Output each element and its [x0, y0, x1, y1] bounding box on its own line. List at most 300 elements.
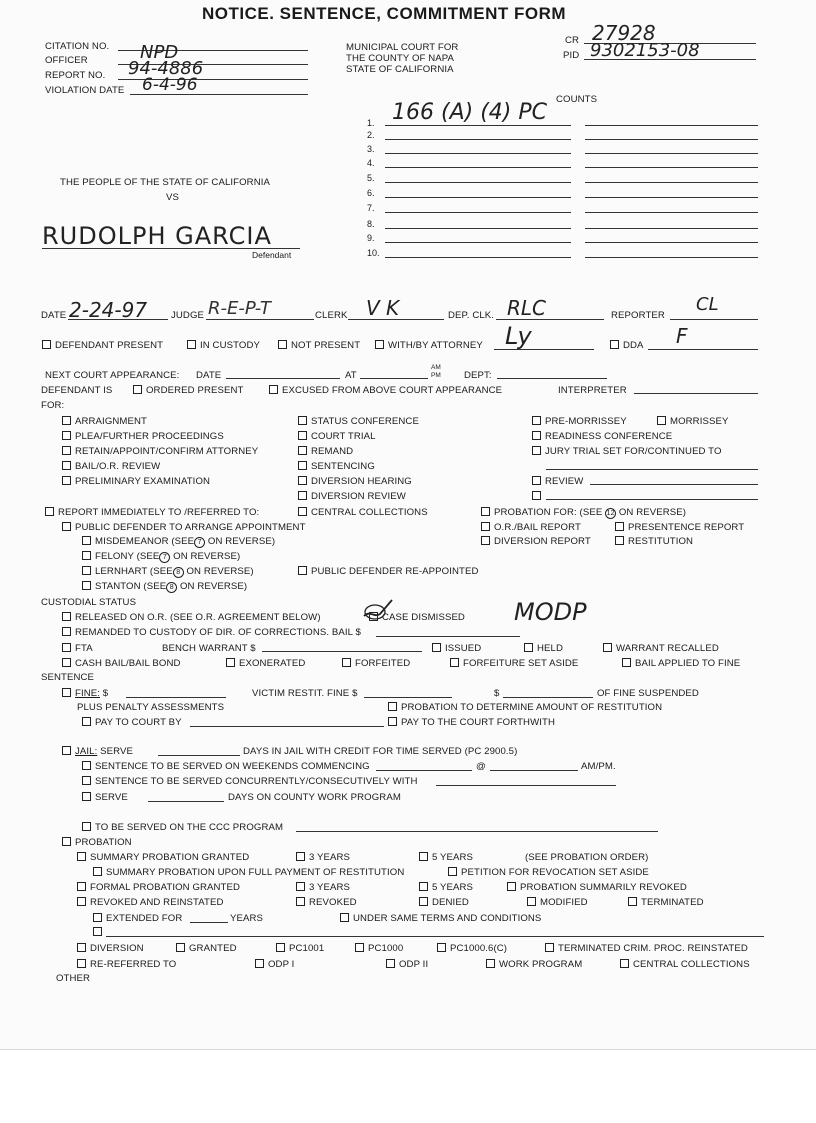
checkbox[interactable]	[62, 522, 71, 531]
checkbox[interactable]	[93, 867, 102, 876]
pay-court-by-option[interactable]	[82, 717, 182, 728]
checkbox[interactable]	[296, 852, 305, 861]
fta-option[interactable]	[62, 643, 93, 654]
plea-option[interactable]	[62, 431, 224, 442]
checkbox[interactable]	[532, 446, 541, 455]
checkbox[interactable]	[342, 658, 351, 667]
count-disposition-line[interactable]	[585, 153, 758, 154]
granted-option[interactable]	[176, 943, 237, 954]
pay-by-date-line[interactable]	[190, 726, 384, 727]
bail-applied-option[interactable]	[622, 658, 740, 669]
count-line[interactable]	[385, 182, 571, 183]
option-label: DIVERSION REPORT	[494, 536, 591, 547]
bail-amount-line[interactable]	[376, 636, 520, 637]
checkbox[interactable]	[532, 416, 541, 425]
central-collections-option[interactable]	[298, 507, 428, 518]
option-label: JURY TRIAL SET FOR/CONTINUED TO	[545, 446, 722, 457]
work-program-option[interactable]	[486, 959, 582, 970]
days-credit-label: DAYS IN JAIL WITH CREDIT FOR TIME SERVED (PC 2900.5)	[243, 746, 518, 757]
option-label: GRANTED	[189, 943, 237, 954]
option-label: WARRANT RECALLED	[616, 643, 719, 654]
option-label: SENTENCE TO BE SERVED ON WEEKENDS COMMENCING	[95, 761, 370, 772]
checkbox[interactable]	[82, 792, 91, 801]
option-label: PETITION FOR REVOCATION SET ASIDE	[461, 867, 649, 878]
probation-option[interactable]	[62, 837, 132, 848]
checkbox[interactable]	[133, 385, 142, 394]
not-present-option[interactable]	[278, 340, 360, 351]
checkbox[interactable]	[62, 837, 71, 846]
summary-granted-option[interactable]	[77, 852, 249, 863]
probation-blank-line[interactable]	[106, 936, 764, 937]
count-number: 10.	[367, 248, 380, 258]
terminated-option[interactable]	[628, 897, 704, 908]
officer-label: OFFICER	[45, 55, 88, 66]
warrant-recalled-option[interactable]	[603, 643, 719, 654]
checkbox[interactable]	[620, 959, 629, 968]
pc1000-6c-option[interactable]	[437, 943, 507, 954]
remand-option[interactable]	[298, 446, 353, 457]
pc1001-option[interactable]	[276, 943, 324, 954]
checkbox[interactable]	[375, 340, 384, 349]
pre-morrissey-option[interactable]	[532, 416, 627, 427]
option-label: CENTRAL COLLECTIONS	[311, 507, 428, 518]
probation-for-option[interactable]	[481, 507, 686, 519]
checkbox[interactable]	[278, 340, 287, 349]
odp1-option[interactable]	[255, 959, 294, 970]
option-label: UNDER SAME TERMS AND CONDITIONS	[353, 913, 542, 924]
footer-central-collections-option[interactable]	[620, 959, 750, 970]
with-attorney-option[interactable]	[375, 340, 483, 351]
summarily-revoked-option[interactable]	[507, 882, 687, 893]
attorney-line[interactable]	[494, 349, 594, 350]
public-defender-option[interactable]	[62, 522, 306, 533]
option-label: ON REVERSE)	[179, 581, 248, 592]
checkbox[interactable]	[77, 943, 86, 952]
ordered-present-option[interactable]	[133, 385, 243, 396]
jail-days-line[interactable]	[158, 755, 240, 756]
jury-trial-option[interactable]	[532, 446, 722, 457]
fine-option[interactable]	[62, 688, 108, 699]
count-line[interactable]	[385, 197, 571, 198]
count-line[interactable]	[385, 153, 571, 154]
option-label: EXONERATED	[239, 658, 306, 669]
interpreter-line[interactable]	[634, 393, 758, 394]
checkbox[interactable]	[355, 943, 364, 952]
diversion-hearing-option[interactable]	[298, 476, 412, 487]
checkbox[interactable]	[276, 943, 285, 952]
lernhart-option[interactable]	[82, 566, 254, 578]
checkbox[interactable]	[610, 340, 619, 349]
checkbox[interactable]	[82, 761, 91, 770]
ccc-option[interactable]	[82, 822, 283, 833]
formal-granted-option[interactable]	[77, 882, 240, 893]
option-label: FINE:	[75, 688, 101, 699]
dda-label: DDA	[623, 340, 644, 351]
diversion-review-option[interactable]	[298, 491, 406, 502]
option-label: RESTITUTION	[628, 536, 694, 547]
forfeiture-set-aside-option[interactable]	[450, 658, 578, 669]
checkbox[interactable]	[82, 551, 91, 560]
petition-revocation-option[interactable]	[448, 867, 649, 878]
checkbox[interactable]	[82, 581, 91, 590]
bail-review-option[interactable]	[62, 461, 160, 472]
excused-option[interactable]	[269, 385, 502, 396]
checkbox[interactable]	[437, 943, 446, 952]
checkbox[interactable]	[77, 852, 86, 861]
checkbox[interactable]	[298, 566, 307, 575]
checkbox[interactable]	[450, 658, 459, 667]
option-label: FORFEITED	[355, 658, 411, 669]
report-no-label: REPORT NO.	[45, 70, 106, 81]
court-line3: STATE OF CALIFORNIA	[346, 64, 454, 75]
vs-label: VS	[166, 192, 179, 203]
checkbox[interactable]	[298, 431, 307, 440]
checkbox[interactable]	[42, 340, 51, 349]
checkbox[interactable]	[296, 897, 305, 906]
forfeited-option[interactable]	[342, 658, 410, 669]
diversion-report-option[interactable]	[481, 536, 591, 547]
next-time-line[interactable]	[360, 378, 428, 379]
checkbox[interactable]	[62, 446, 71, 455]
revoked-option[interactable]	[296, 897, 357, 908]
checkbox[interactable]	[62, 688, 71, 697]
checkbox[interactable]	[62, 746, 71, 755]
checkbox[interactable]	[388, 702, 397, 711]
county-work-label: DAYS ON COUNTY WORK PROGRAM	[228, 792, 401, 803]
checkbox[interactable]	[226, 658, 235, 667]
option-label: HELD	[537, 643, 563, 654]
checkbox[interactable]	[62, 476, 71, 485]
ccc-line[interactable]	[296, 831, 658, 832]
checkbox[interactable]	[532, 431, 541, 440]
count-disposition-line[interactable]	[585, 197, 758, 198]
count-line[interactable]	[385, 257, 571, 258]
or-bail-report-option[interactable]	[481, 522, 581, 533]
checkbox[interactable]	[82, 822, 91, 831]
option-label: ARRAIGNMENT	[75, 416, 147, 427]
checkbox[interactable]	[419, 897, 428, 906]
checkbox[interactable]	[298, 461, 307, 470]
reverse-ref-badge: 8	[166, 582, 177, 593]
concurrent-line[interactable]	[436, 785, 616, 786]
checkbox[interactable]	[77, 897, 86, 906]
county-work-option[interactable]	[82, 792, 128, 803]
checkbox[interactable]	[62, 416, 71, 425]
option-label: SUMMARY PROBATION GRANTED	[90, 852, 250, 863]
checkbox[interactable]	[82, 717, 91, 726]
judge-label: JUDGE	[171, 310, 205, 321]
form-title: NOTICE. SENTENCE, COMMITMENT FORM	[202, 4, 567, 23]
option-label: SENTENCING	[311, 461, 375, 472]
status-conference-option[interactable]	[298, 416, 419, 427]
count-line[interactable]	[385, 125, 571, 126]
checkbox[interactable]	[298, 507, 307, 516]
checkbox[interactable]	[657, 416, 666, 425]
checkbox[interactable]	[93, 913, 102, 922]
pc1000-option[interactable]	[355, 943, 403, 954]
option-label: COURT TRIAL	[311, 431, 376, 442]
in-custody-option[interactable]	[187, 340, 260, 351]
clerk-line[interactable]	[348, 319, 444, 320]
checkbox[interactable]	[507, 882, 516, 891]
count-number: 9.	[367, 233, 375, 243]
readiness-option[interactable]	[532, 431, 672, 442]
cr-value: 27928	[592, 21, 656, 45]
probation-blank-option[interactable]	[93, 927, 106, 938]
terminated-crim-option[interactable]	[545, 943, 748, 954]
checkbox[interactable]	[532, 491, 541, 500]
count-disposition-line[interactable]	[585, 212, 758, 213]
five-years-option[interactable]	[419, 852, 473, 863]
presentence-report-option[interactable]	[615, 522, 744, 533]
checkbox[interactable]	[481, 522, 490, 531]
defendant-present-option[interactable]	[42, 340, 163, 351]
checkbox[interactable]	[298, 491, 307, 500]
checkbox[interactable]	[622, 658, 631, 667]
option-label: SENTENCE TO BE SERVED CONCURRENTLY/CONSECUTIVELY WITH	[95, 776, 418, 787]
option-label: 3 YEARS	[309, 852, 351, 863]
checkbox[interactable]	[628, 897, 637, 906]
option-label: RE-REFERRED TO	[90, 959, 177, 970]
pay-forthwith-option[interactable]	[388, 717, 555, 728]
checkbox[interactable]	[45, 507, 54, 516]
count-number: 1.	[367, 118, 375, 128]
checkbox[interactable]	[296, 882, 305, 891]
violation-date-value: 6-4-96	[142, 75, 198, 95]
other-label: OTHER	[56, 973, 91, 984]
reporter-label: REPORTER	[611, 310, 665, 321]
option-label: ODP I	[268, 959, 295, 970]
option-label: PUBLIC DEFENDER RE-APPOINTED	[311, 566, 479, 577]
sentence-label: SENTENCE	[41, 672, 95, 683]
checkbox[interactable]	[176, 943, 185, 952]
checkbox[interactable]	[82, 776, 91, 785]
preliminary-option[interactable]	[62, 476, 210, 487]
count-line[interactable]	[385, 212, 571, 213]
reverse-ref-badge: 7	[194, 537, 205, 548]
restitution-option[interactable]	[615, 536, 693, 547]
am-label: AM	[431, 364, 441, 371]
option-label: JAIL:	[75, 746, 98, 757]
checkbox[interactable]	[62, 461, 71, 470]
formal-five-years-option[interactable]	[419, 882, 473, 893]
not-present-label: NOT PRESENT	[291, 340, 361, 351]
dept-label: DEPT:	[464, 370, 492, 381]
review-line[interactable]	[590, 484, 758, 485]
checkbox[interactable]	[82, 566, 91, 575]
county-work-days-line[interactable]	[148, 801, 224, 802]
count-disposition-line[interactable]	[585, 139, 758, 140]
currency-symbol: $	[102, 688, 109, 699]
option-label: TO BE SERVED ON THE CCC PROGRAM	[95, 822, 284, 833]
count-disposition-line[interactable]	[585, 257, 758, 258]
checkbox[interactable]	[615, 536, 624, 545]
count-disposition-line[interactable]	[585, 228, 758, 229]
diversion-option[interactable]	[77, 943, 144, 954]
interpreter-label: INTERPRETER	[558, 385, 627, 396]
judge-line[interactable]	[206, 319, 314, 320]
weekends-time-line[interactable]	[490, 770, 578, 771]
defendant-line[interactable]	[42, 248, 300, 249]
summary-upon-payment-option[interactable]	[93, 867, 404, 878]
checkbox[interactable]	[82, 536, 91, 545]
three-years-option[interactable]	[296, 852, 350, 863]
remanded-option[interactable]	[62, 627, 361, 638]
fine-amount-line[interactable]	[126, 697, 226, 698]
count-disposition-line[interactable]	[585, 242, 758, 243]
same-terms-option[interactable]	[340, 913, 541, 924]
count-line[interactable]	[385, 167, 571, 168]
cr-label: CR	[565, 35, 580, 46]
option-label: DIVERSION REVIEW	[311, 491, 406, 502]
option-label: 5 YEARS	[432, 882, 474, 893]
modified-option[interactable]	[527, 897, 588, 908]
checkbox[interactable]	[419, 852, 428, 861]
checkbox[interactable]	[62, 612, 71, 621]
checkbox[interactable]	[255, 959, 264, 968]
option-label: ON REVERSE)	[207, 536, 276, 547]
option-label: ON REVERSE)	[618, 507, 687, 518]
count-line[interactable]	[385, 228, 571, 229]
court-trial-option[interactable]	[298, 431, 376, 442]
checkbox[interactable]	[419, 882, 428, 891]
option-label: ON REVERSE)	[186, 566, 254, 577]
checkbox[interactable]	[448, 867, 457, 876]
checkbox[interactable]	[545, 943, 554, 952]
sentencing-option[interactable]	[298, 461, 375, 472]
checkbox[interactable]	[298, 446, 307, 455]
checkbox[interactable]	[62, 627, 71, 636]
fine-suspended-label: OF FINE SUSPENDED	[597, 688, 699, 699]
court-line1: MUNICIPAL COURT FOR	[346, 42, 459, 53]
cash-bail-option[interactable]	[62, 658, 181, 669]
blank-option[interactable]	[532, 491, 545, 502]
count-line[interactable]	[385, 139, 571, 140]
released-or-option[interactable]	[62, 612, 321, 623]
felony-option[interactable]	[82, 551, 240, 563]
checkbox[interactable]	[298, 476, 307, 485]
checkbox[interactable]	[532, 476, 541, 485]
concurrent-option[interactable]	[82, 776, 417, 787]
option-label: READINESS CONFERENCE	[545, 431, 673, 442]
morrissey-option[interactable]	[657, 416, 728, 427]
count-disposition-line[interactable]	[585, 182, 758, 183]
pid-value: 9302153-08	[590, 40, 700, 61]
option-label: PROBATION SUMMARILY REVOKED	[520, 882, 687, 893]
option-label: CASE DISMISSED	[382, 612, 465, 623]
count-line[interactable]	[385, 242, 571, 243]
option-label: REMANDED TO CUSTODY OF DIR. OF CORRECTIONS. BAIL $	[75, 627, 361, 638]
checkbox[interactable]	[527, 897, 536, 906]
stanton-option[interactable]	[82, 581, 247, 593]
bench-warrant-line[interactable]	[262, 651, 422, 652]
checkbox[interactable]	[486, 959, 495, 968]
citation-no-label: CITATION NO.	[45, 41, 110, 52]
checkbox[interactable]	[388, 717, 397, 726]
exonerated-option[interactable]	[226, 658, 305, 669]
checkbox[interactable]	[481, 536, 490, 545]
option-label: REVOKED AND REINSTATED	[90, 897, 224, 908]
count-disposition-line[interactable]	[585, 167, 758, 168]
dept-line[interactable]	[497, 378, 607, 379]
checkbox[interactable]	[432, 643, 441, 652]
checkbox[interactable]	[603, 643, 612, 652]
victim-restit-line[interactable]	[364, 697, 452, 698]
review-option[interactable]	[532, 476, 583, 487]
checkbox[interactable]	[77, 959, 86, 968]
dismissed-note: MODP	[514, 598, 587, 626]
misdemeanor-option[interactable]	[82, 536, 275, 548]
dda-option[interactable]	[610, 340, 644, 351]
checkbox[interactable]	[62, 431, 71, 440]
report-immediately-option[interactable]	[45, 507, 259, 518]
at-sign: @	[476, 761, 486, 772]
weekends-date-line[interactable]	[376, 770, 472, 771]
checkbox[interactable]	[187, 340, 196, 349]
odp2-option[interactable]	[386, 959, 428, 970]
revoked-reinstated-option[interactable]	[77, 897, 224, 908]
people-label: THE PEOPLE OF THE STATE OF CALIFORNIA	[60, 177, 270, 188]
checkbox[interactable]	[62, 658, 71, 667]
in-custody-label: IN CUSTODY	[200, 340, 260, 351]
checkbox[interactable]	[93, 927, 102, 936]
probation-determine-option[interactable]	[388, 702, 662, 713]
denied-option[interactable]	[419, 897, 469, 908]
dda-line[interactable]	[648, 349, 758, 350]
checkbox[interactable]	[77, 882, 86, 891]
weekends-option[interactable]	[82, 761, 370, 772]
checkbox[interactable]	[298, 416, 307, 425]
option-label: PC1000.6(C)	[450, 943, 508, 954]
checkbox[interactable]	[340, 913, 349, 922]
blank-line[interactable]	[546, 499, 758, 500]
jail-option[interactable]	[62, 746, 133, 757]
next-date-line[interactable]	[226, 378, 340, 379]
excused-label: EXCUSED FROM ABOVE COURT APPEARANCE	[282, 385, 503, 396]
date-line[interactable]	[68, 319, 168, 320]
held-option[interactable]	[524, 643, 563, 654]
checkbox[interactable]	[615, 522, 624, 531]
arraignment-option[interactable]	[62, 416, 147, 427]
dda-value: F	[676, 324, 688, 348]
extended-years-line[interactable]	[190, 922, 228, 923]
formal-three-years-option[interactable]	[296, 882, 350, 893]
checkbox[interactable]	[524, 643, 533, 652]
reporter-line[interactable]	[670, 319, 758, 320]
checkbox[interactable]	[62, 643, 71, 652]
court-line2: THE COUNTY OF NAPA	[346, 53, 455, 64]
re-referred-option[interactable]	[77, 959, 176, 970]
jury-trial-line[interactable]	[546, 469, 758, 470]
checkbox[interactable]	[481, 507, 490, 516]
count-number: 6.	[367, 188, 375, 198]
attorney-option[interactable]	[62, 446, 258, 457]
count-number: 8.	[367, 219, 375, 229]
suspended-dollar: $	[494, 688, 500, 699]
option-label: PAY TO COURT BY	[95, 717, 182, 728]
pd-reappointed-option[interactable]	[298, 566, 479, 577]
checkbox[interactable]	[269, 385, 278, 394]
option-label: SERVE	[95, 792, 128, 803]
dep-clk-line[interactable]	[496, 319, 604, 320]
extended-option[interactable]	[93, 913, 182, 924]
count-disposition-line[interactable]	[585, 125, 758, 126]
reverse-ref-badge: 7	[159, 552, 170, 563]
issued-option[interactable]	[432, 643, 481, 654]
checkbox[interactable]	[386, 959, 395, 968]
option-label: SERVE	[100, 746, 133, 757]
suspended-amount-line[interactable]	[503, 697, 593, 698]
